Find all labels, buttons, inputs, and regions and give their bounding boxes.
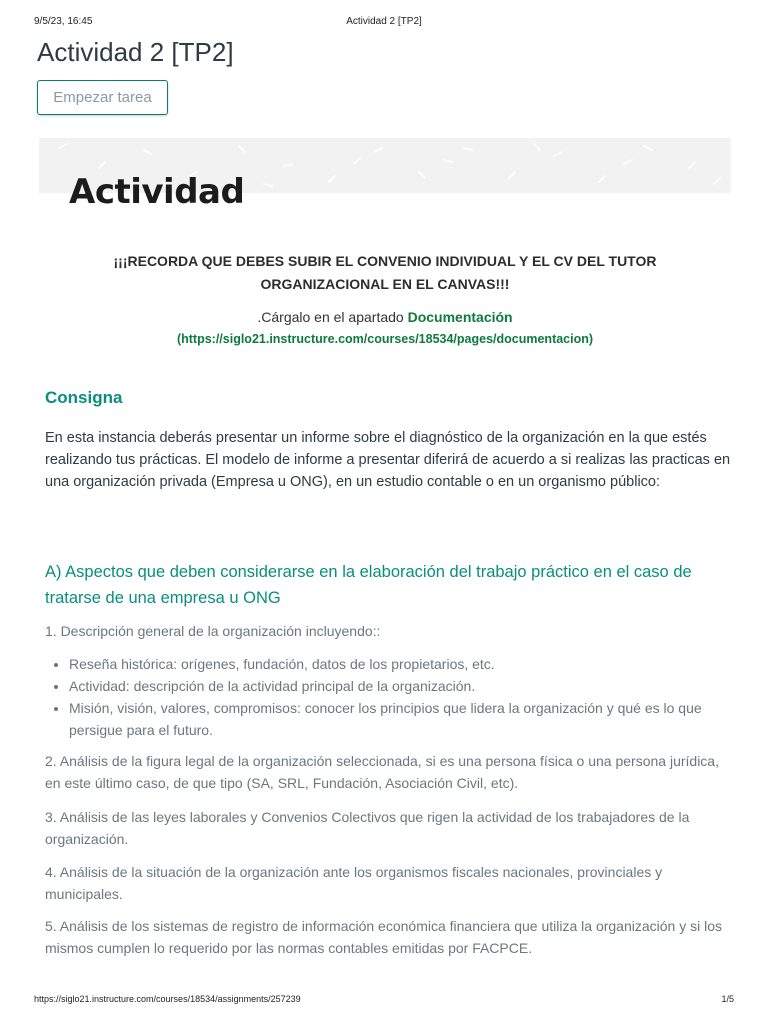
item-1: 1. Descripción general de la organización incluyendo::: [45, 623, 381, 639]
print-page-number: 1/5: [721, 994, 734, 1004]
print-footer: [34, 994, 734, 1008]
print-doc-title: Actividad 2 [TP2]: [346, 16, 422, 27]
banner-title: Actividad: [69, 172, 245, 212]
list-item: • Reseña histórica: orígenes, fundación, datos de los propietarios, etc.: [69, 653, 735, 675]
section-a-heading: A) Aspectos que deben considerarse en la elaboración del trabajo práctico en el caso de tratarse de una empresa u ONG: [45, 563, 692, 607]
documentacion-link[interactable]: Documentación: [407, 309, 513, 325]
start-assignment-button[interactable]: Empezar tarea: [37, 80, 168, 115]
list-item: • Misión, visión, valores, compromisos: conocer los principios que lidera la organización y qué es lo que persigue para el futuro.: [69, 697, 735, 741]
documentacion-url[interactable]: (https://siglo21.instructure.com/courses/18534/pages/documentacion): [176, 332, 594, 346]
list-item: • Actividad: descripción de la actividad principal de la organización.: [69, 675, 735, 697]
item-5: 5. Análisis de los sistemas de registro de información económica financiera que utiliza la organización y si los mismos cumplen lo requerido por las normas contables emitidas por FACPCE.: [45, 918, 723, 956]
item-1-bullets: [45, 653, 735, 741]
upload-instruction: [60, 306, 710, 328]
upload-prefix: .Cárgalo en el apartado: [257, 309, 408, 325]
item-3: 3. Análisis de las leyes laborales y Convenios Colectivos que rigen la actividad de los trabajadores de la organización.: [45, 809, 690, 847]
print-header: [34, 16, 734, 30]
consigna-intro: En esta instancia deberás presentar un informe sobre el diagnóstico de la organización en la que estés realizando tus prácticas. El modelo de informe a presentar diferirá de acuerdo a si realizas las practicas en una organización privada (Empresa u ONG), en un estudio contable o en un organismo público:: [45, 430, 731, 490]
reminder-notice: ¡¡¡RECORDA QUE DEBES SUBIR EL CONVENIO INDIVIDUAL Y EL CV DEL TUTOR ORGANIZACIONAL EN EL CANVAS!!!: [113, 253, 657, 292]
consigna-heading: Consigna: [45, 388, 123, 407]
print-url: https://siglo21.instructure.com/courses/18534/assignments/257239: [34, 994, 301, 1004]
item-4: 4. Análisis de la situación de la organización ante los organismos fiscales nacionales, provinciales y municipales.: [45, 864, 663, 902]
print-datetime: 9/5/23, 16:45: [34, 16, 93, 27]
item-2: 2. Análisis de la figura legal de la organización seleccionada, si es una persona física o una persona jurídica, en este último caso, de que tipo (SA, SRL, Fundación, Asociación Civil, etc).: [45, 753, 719, 791]
page-title: Actividad 2 [TP2]: [37, 37, 234, 67]
